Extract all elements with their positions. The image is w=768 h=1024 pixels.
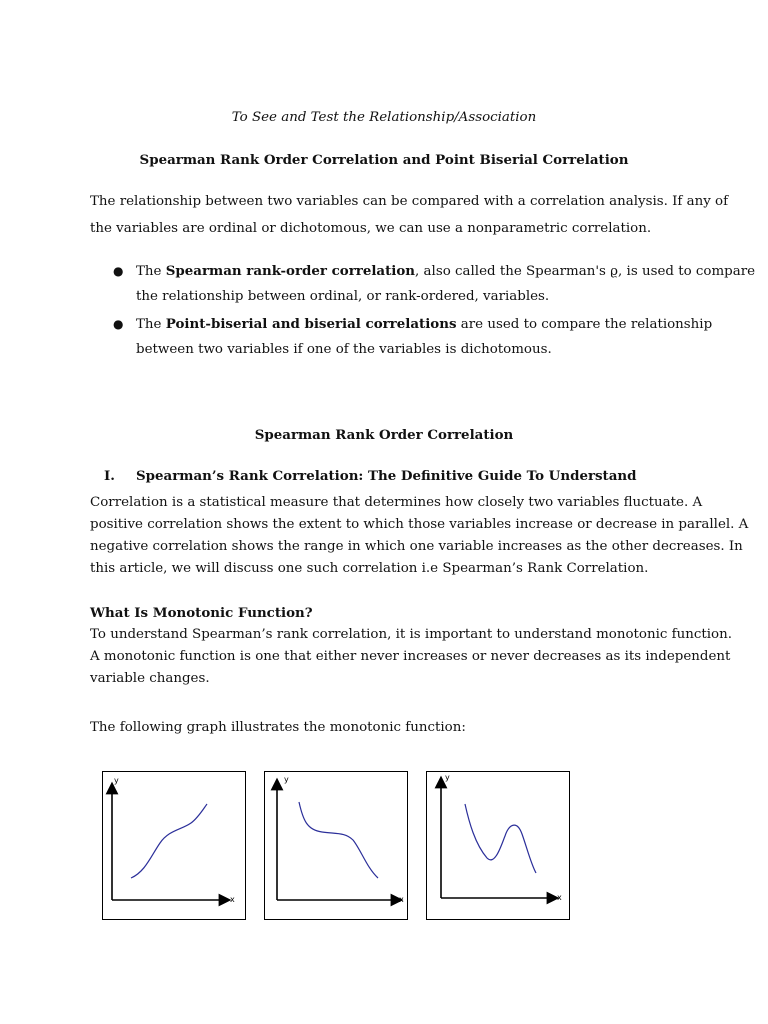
bullet-marker-2: ● [113, 317, 124, 331]
x-axis-label: x [557, 893, 562, 902]
graph-intro: The following graph illustrates the monotonic function: [90, 720, 466, 735]
monotonic-graph-increasing [102, 771, 246, 920]
main-heading: Spearman Rank Order Correlation and Point Biserial Correlation [139, 152, 629, 168]
para1-line-4: this article, we will discuss one such correlation i.e Spearman’s Rank Correlation. [90, 561, 649, 576]
subsection-number: I. [104, 468, 115, 484]
bullet-marker-1: ● [113, 264, 124, 278]
para2-line-2: A monotonic function is one that either never increases or never decreases as its independent [90, 649, 731, 664]
bullet-1-line-2: the relationship between ordinal, or rank-ordered, variables. [136, 289, 550, 304]
para2-line-3: variable changes. [90, 671, 210, 686]
x-axis-label: x [230, 895, 235, 904]
para1-line-1: Correlation is a statistical measure that determines how closely two variables fluctuate. A [90, 495, 703, 510]
para1-line-3: negative correlation shows the range in which one variable increases as the other decreases. In [90, 539, 743, 554]
intro-line-2: the variables are ordinal or dichotomous, we can use a nonparametric correlation. [90, 221, 652, 236]
x-axis-label: x [399, 895, 404, 904]
subsection-title: Spearman’s Rank Correlation: The Definitive Guide To Understand [136, 468, 637, 484]
y-axis-label: y [114, 776, 119, 785]
non-monotonic-graph [426, 771, 570, 920]
top-title: To See and Test the Relationship/Association [231, 110, 537, 125]
monotonic-graph-decreasing [264, 771, 408, 920]
y-axis-label: y [284, 775, 289, 784]
bullet-2-bold: Point-biserial and biserial correlations [165, 316, 457, 332]
para2-line-1: To understand Spearman’s rank correlation, it is important to understand monotonic function. [90, 627, 732, 642]
bullet-2-line-2: between two variables if one of the variables is dichotomous. [136, 342, 552, 357]
non-monotonic-curve [465, 804, 536, 873]
bullet-1-line-1: The Spearman rank-order correlation, also called the Spearman's ϱ, is used to compare [136, 263, 756, 279]
bullet-2-line-1: The Point-biserial and biserial correlations are used to compare the relationship [136, 316, 713, 332]
increasing-curve [131, 804, 207, 878]
bullet-1-bold: Spearman rank-order correlation [165, 263, 416, 279]
para1-line-2: positive correlation shows the extent to which those variables increase or decrease in parallel. A [90, 517, 749, 532]
y-axis-label: y [445, 773, 450, 782]
section-heading: Spearman Rank Order Correlation [254, 427, 514, 443]
intro-line-1: The relationship between two variables can be compared with a correlation analysis. If any of [90, 194, 729, 209]
monotonic-heading: What Is Monotonic Function? [90, 605, 313, 621]
decreasing-curve [299, 802, 378, 878]
